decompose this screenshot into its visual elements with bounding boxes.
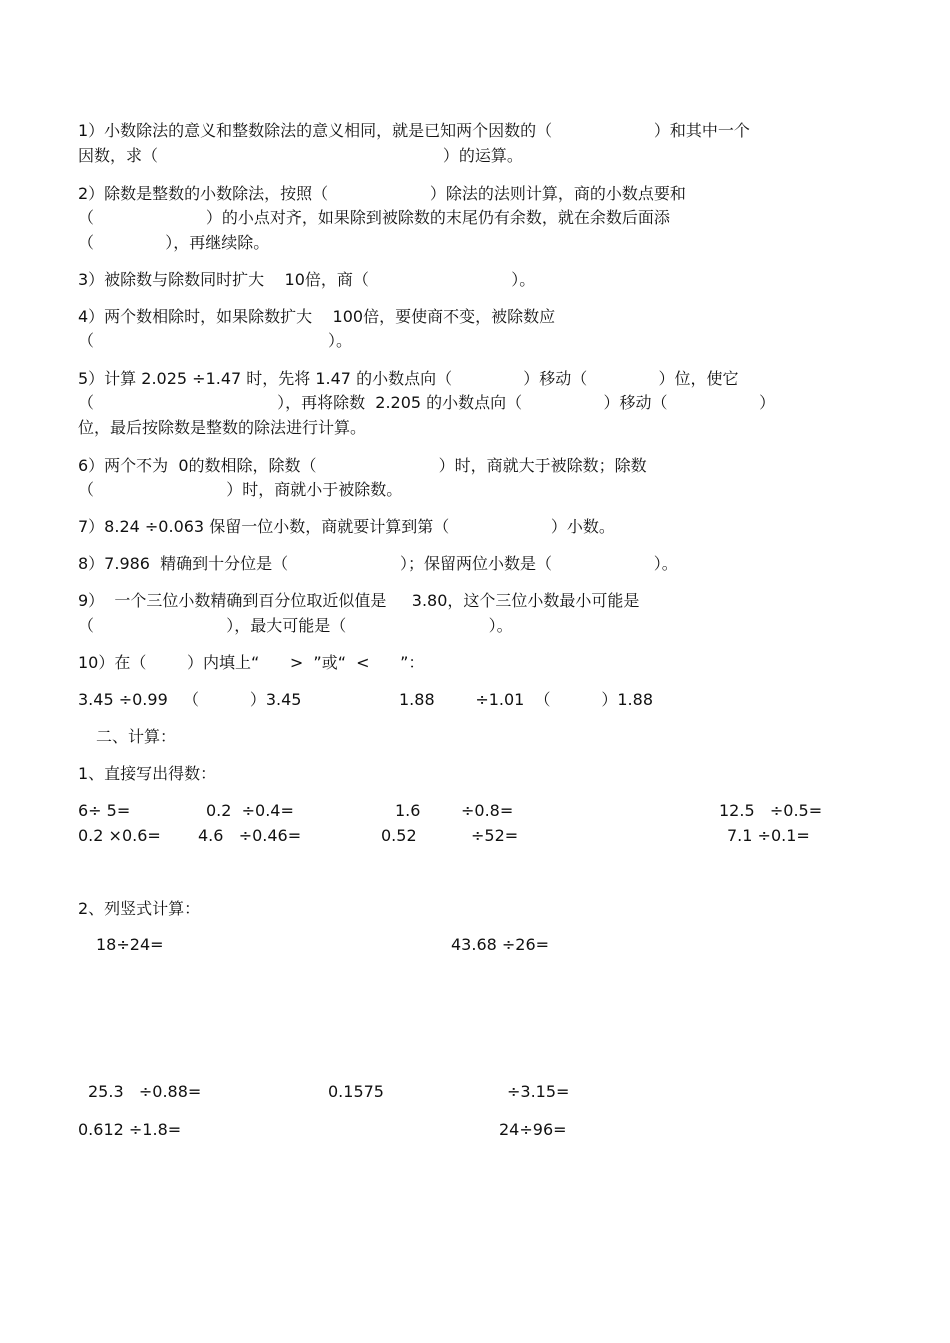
vertical-problem-5: 0.612 ÷1.8=: [78, 1120, 182, 1139]
question-2-line-3: （ ），再继续除。: [78, 233, 270, 252]
oral-problem-7-divisor: ÷52=: [471, 826, 519, 845]
question-3-line-1: 3）被除数与除数同时扩大 10倍，商（ ）。: [78, 270, 536, 289]
question-6-line-2: （ ）时，商就小于被除数。: [78, 480, 403, 499]
question-9-line-1: 9） 一个三位小数精确到百分位取近似值是 3.80，这个三位小数最小可能是: [78, 591, 640, 610]
part-2-title: 2、列竖式计算：: [78, 899, 201, 918]
question-1-line-2: 因数，求（ ）的运算。: [78, 146, 523, 165]
question-6-line-1: 6）两个不为 0的数相除，除数（ ）时，商就大于被除数；除数: [78, 456, 647, 475]
part-1-title: 1、直接写出得数：: [78, 764, 217, 783]
oral-problem-4: 12.5 ÷0.5=: [719, 801, 823, 820]
vertical-problem-4-divisor: ÷3.15=: [507, 1082, 570, 1101]
question-4-line-2: （ ）。: [78, 331, 352, 350]
oral-problem-2: 0.2 ÷0.4=: [206, 801, 294, 820]
question-4-line-1: 4）两个数相除时，如果除数扩大 100倍，要使商不变，被除数应: [78, 307, 556, 326]
oral-problem-1: 6÷ 5=: [78, 801, 131, 820]
vertical-problem-1: 18÷24=: [96, 935, 164, 954]
question-10-expression-2: 1.88 ÷1.01 （ ）1.88: [399, 690, 654, 709]
oral-problem-8: 7.1 ÷0.1=: [727, 826, 810, 845]
oral-problem-5: 0.2 ×0.6=: [78, 826, 161, 845]
vertical-problem-4-dividend: 0.1575: [328, 1082, 384, 1101]
question-1-line-1: 1）小数除法的意义和整数除法的意义相同，就是已知两个因数的（ ）和其中一个: [78, 121, 750, 140]
oral-problem-7-dividend: 0.52: [381, 826, 417, 845]
section-2-title: 二、计算：: [96, 727, 177, 746]
question-10-expression-1: 3.45 ÷0.99 （ ）3.45: [78, 690, 302, 709]
question-5-line-3: 位，最后按除数是整数的除法进行计算。: [78, 418, 367, 437]
oral-problem-6: 4.6 ÷0.46=: [198, 826, 302, 845]
question-5-line-1: 5）计算 2.025 ÷1.47 时，先将 1.47 的小数点向（ ）移动（ ）位，使它: [78, 369, 739, 388]
question-5-line-2: （ ），再将除数 2.205 的小数点向（ ）移动（ ）: [78, 393, 776, 412]
vertical-problem-2: 43.68 ÷26=: [451, 935, 550, 954]
vertical-problem-6: 24÷96=: [499, 1120, 567, 1139]
vertical-problem-3: 25.3 ÷0.88=: [88, 1082, 202, 1101]
question-2-line-1: 2）除数是整数的小数除法，按照（ ）除法的法则计算，商的小数点要和: [78, 184, 686, 203]
oral-problem-3-dividend: 1.6: [395, 801, 421, 820]
question-7-line-1: 7）8.24 ÷0.063 保留一位小数，商就要计算到第（ ）小数。: [78, 517, 615, 536]
question-10-line-1: 10）在（ ）内填上“ > ”或“ < ”：: [78, 653, 425, 672]
question-9-line-2: （ ），最大可能是（ ）。: [78, 616, 513, 635]
oral-problem-3-divisor: ÷0.8=: [461, 801, 514, 820]
question-8-line-1: 8）7.986 精确到十分位是（ ）；保留两位小数是（ ）。: [78, 554, 678, 573]
question-2-line-2: （ ）的小点对齐，如果除到被除数的末尾仍有余数，就在余数后面添: [78, 208, 670, 227]
